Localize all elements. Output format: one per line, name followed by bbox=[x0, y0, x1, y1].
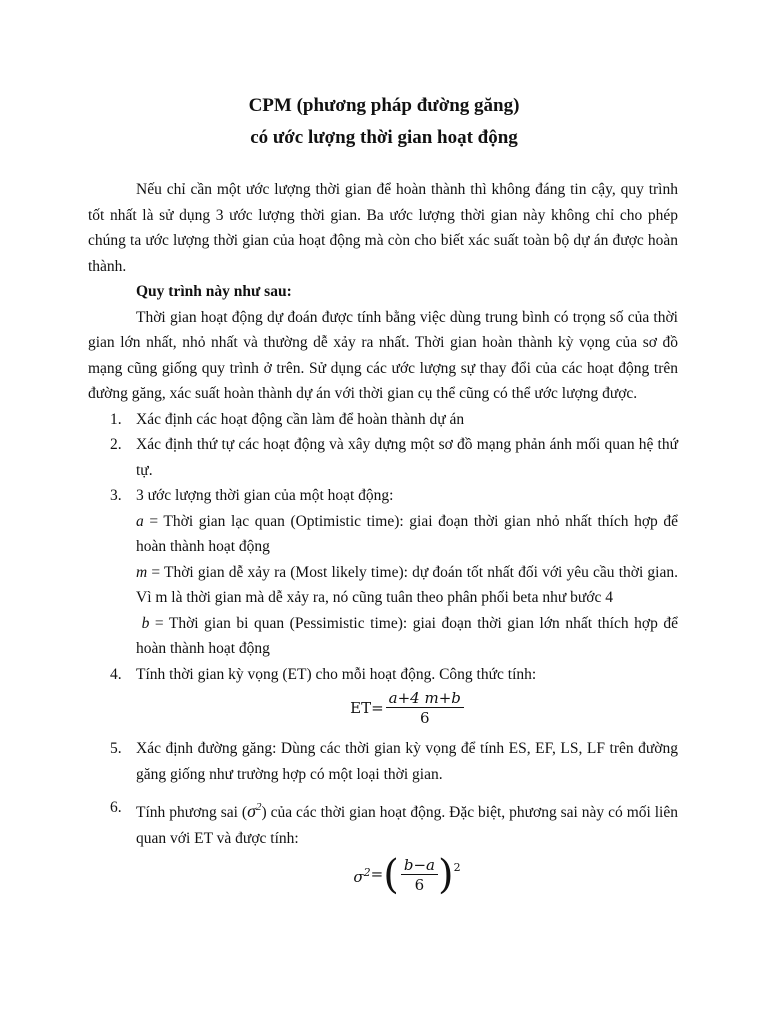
var-b: b bbox=[141, 614, 150, 632]
step-number: 4. bbox=[110, 665, 122, 683]
most-likely-text: = Thời gian dễ xảy ra (Most likely time): dự đoán tốt nhất đối với yêu cầu thời gian. Vì m là thời gian mà dễ xảy ra, nó cũng tuân theo phân phối beta như bước 4 bbox=[136, 563, 678, 606]
step-text: Xác định các hoạt động cần làm để hoàn thành dự án bbox=[136, 410, 465, 428]
fraction bbox=[386, 689, 464, 728]
formula-variance bbox=[136, 853, 678, 897]
list-item bbox=[88, 736, 678, 787]
fraction-denominator: 6 bbox=[414, 875, 425, 894]
estimate-pessimistic bbox=[136, 611, 678, 662]
var-m: m bbox=[136, 563, 148, 581]
optimistic-text: = Thời gian lạc quan (Optimistic time): giai đoạn thời gian nhỏ nhất thích hợp để hoàn thành hoạt động bbox=[136, 512, 678, 555]
step-number: 5. bbox=[110, 740, 122, 757]
variance-symbol bbox=[247, 801, 261, 821]
process-heading: Quy trình này như sau: bbox=[136, 283, 292, 300]
outer-exponent: 2 bbox=[453, 861, 461, 874]
step-number: 3. bbox=[110, 487, 122, 504]
step-text: Tính thời gian kỳ vọng (ET) cho mỗi hoạt động. Công thức tính: bbox=[136, 665, 537, 683]
intro-paragraph: Nếu chỉ cần một ước lượng thời gian để hoàn thành thì không đáng tin cậy, quy trình tốt nhất là sử dụng 3 ước lượng thời gian. Ba ước lượng thời gian này không chỉ cho phép chúng ta ước lượng thời gian của hoạt động mà còn cho biết xác suất toàn bộ dự án được hoàn thành. bbox=[88, 181, 678, 275]
estimate-most-likely bbox=[136, 560, 678, 611]
sigma-char: σ bbox=[247, 801, 256, 821]
step-text: 3 ước lượng thời gian của một hoạt động: bbox=[136, 487, 394, 504]
page-title: CPM (phương pháp đường găng) bbox=[248, 95, 520, 116]
list-item bbox=[88, 432, 678, 483]
list-item bbox=[88, 407, 678, 433]
process-paragraph: Thời gian hoạt động dự đoán được tính bằng việc dùng trung bình có trọng số của thời gian lớn nhất, nhỏ nhất và thường dễ xảy ra nhất. Thời gian hoàn thành kỳ vọng của sơ đồ mạng cũng giống quy trình ở trên. Sử dụng các ước lượng sự thay đổi của các hoạt động trên đường găng, xác suất hoàn thành dự án với thời gian cụ thể cũng có thể ước lượng được. bbox=[88, 308, 678, 402]
var-a: a bbox=[136, 512, 144, 530]
left-paren: ( bbox=[383, 852, 399, 898]
page-subtitle: có ước lượng thời gian hoạt động bbox=[250, 127, 518, 148]
document-body bbox=[88, 177, 678, 905]
pessimistic-text: = Thời gian bi quan (Pessimistic time): giai đoạn thời gian lớn nhất thích hợp để hoàn thành hoạt động bbox=[136, 614, 679, 657]
formula-var-lhs bbox=[353, 860, 370, 891]
fraction-numerator: a+4 m+b bbox=[386, 689, 464, 708]
step-text-before: Tính phương sai ( bbox=[136, 804, 248, 821]
list-item bbox=[88, 483, 678, 662]
right-paren: ) bbox=[437, 852, 454, 898]
step-number: 2. bbox=[110, 436, 122, 453]
list-item bbox=[88, 662, 678, 729]
sigma-exponent: 2 bbox=[363, 865, 371, 879]
list-item bbox=[88, 795, 678, 897]
fraction-denominator: 6 bbox=[419, 709, 430, 727]
step-number: 6. bbox=[110, 799, 122, 816]
fraction bbox=[401, 856, 438, 895]
formula-et-lhs: ET= bbox=[350, 698, 384, 717]
equals-sign: = bbox=[370, 865, 384, 884]
estimate-optimistic bbox=[136, 509, 678, 560]
sigma-char: σ bbox=[353, 867, 364, 886]
step-text: Xác định đường găng: Dùng các thời gian kỳ vọng để tính ES, EF, LS, LF trên đường găng giống như trường hợp có một loại thời gian. bbox=[136, 740, 678, 783]
step-text-after: ) của các thời gian hoạt động. Đặc biệt, phương sai này có mối liên quan với ET và được tính: bbox=[136, 804, 678, 847]
fraction-numerator: b−a bbox=[401, 856, 438, 875]
step-number: 1. bbox=[110, 410, 122, 428]
step-text: Xác định thứ tự các hoạt động và xây dựng một sơ đồ mạng phản ánh mối quan hệ thứ tự. bbox=[136, 436, 678, 479]
formula-expected-time bbox=[136, 689, 678, 728]
steps-list bbox=[88, 407, 678, 898]
sigma-exponent: 2 bbox=[255, 801, 262, 813]
